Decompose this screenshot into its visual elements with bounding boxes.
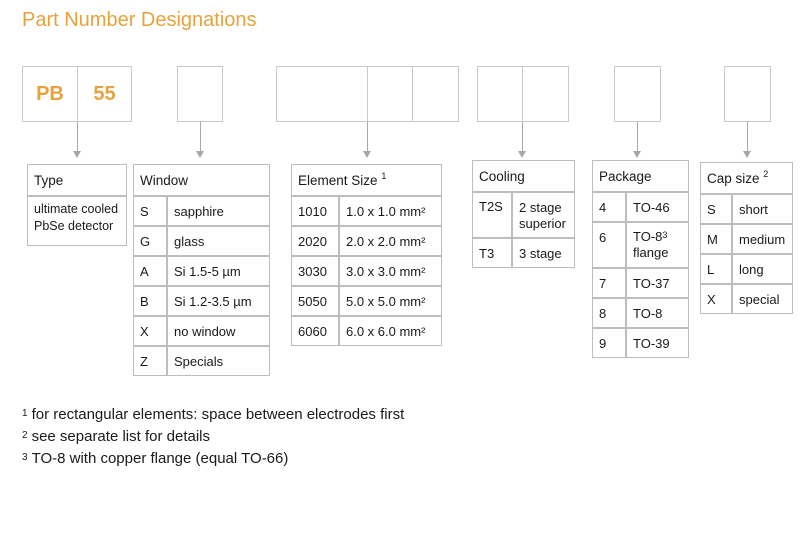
package-code: 8 xyxy=(592,298,626,328)
footnote-mark: 3 xyxy=(22,452,28,463)
table-row xyxy=(133,286,270,316)
cooling-desc: 2 stage superior xyxy=(512,192,575,238)
element-code: 1010 xyxy=(291,196,339,226)
element-code: 5050 xyxy=(291,286,339,316)
footnote-text: see separate list for details xyxy=(31,428,210,445)
table-row xyxy=(700,224,793,254)
package-desc-extra: flange xyxy=(633,245,669,260)
footnotes xyxy=(22,404,404,470)
page-title: Part Number Designations xyxy=(22,9,257,31)
element-code: 2020 xyxy=(291,226,339,256)
element-header-label: Element Size xyxy=(298,172,378,188)
cooling-slot-box-1 xyxy=(477,66,523,122)
element-size-table xyxy=(291,164,442,346)
element-code: 3030 xyxy=(291,256,339,286)
element-desc: 5.0 x 5.0 mm² xyxy=(339,286,442,316)
cap-header-label: Cap size xyxy=(707,170,760,186)
element-desc: 6.0 x 6.0 mm² xyxy=(339,316,442,346)
package-desc xyxy=(626,222,689,268)
element-code: 6060 xyxy=(291,316,339,346)
cooling-code: T3 xyxy=(472,238,512,268)
table-row xyxy=(291,226,442,256)
cooling-desc: 3 stage xyxy=(512,238,575,268)
window-desc: sapphire xyxy=(167,196,270,226)
cooling-header: Cooling xyxy=(472,160,575,192)
table-row xyxy=(291,286,442,316)
prefix-55-box: 55 xyxy=(77,66,132,122)
package-desc: TO-37 xyxy=(626,268,689,298)
element-desc: 1.0 x 1.0 mm² xyxy=(339,196,442,226)
table-row xyxy=(592,268,689,298)
table-row xyxy=(592,298,689,328)
package-code: 6 xyxy=(592,222,626,268)
package-code: 9 xyxy=(592,328,626,358)
cooling-table xyxy=(472,160,575,268)
window-desc: Si 1.2-3.5 µm xyxy=(167,286,270,316)
type-description: ultimate cooled PbSe detector xyxy=(27,196,127,246)
table-row xyxy=(700,194,793,224)
table-row xyxy=(133,346,270,376)
package-desc: TO-39 xyxy=(626,328,689,358)
footnote-text: for rectangular elements: space between electrodes first xyxy=(31,406,405,423)
table-row xyxy=(133,316,270,346)
element-slot-box-2 xyxy=(367,66,413,122)
table-row xyxy=(472,192,575,238)
window-table xyxy=(133,164,270,376)
prefix-pb-box: PB xyxy=(22,66,78,122)
footnote-1 xyxy=(22,404,404,426)
type-table xyxy=(27,164,127,246)
table-row xyxy=(700,254,793,284)
table-row xyxy=(592,222,689,268)
type-header: Type xyxy=(27,164,127,196)
package-desc: TO-46 xyxy=(626,192,689,222)
window-code: S xyxy=(133,196,167,226)
package-desc-sup: 3 xyxy=(662,230,668,240)
window-desc: glass xyxy=(167,226,270,256)
window-code: G xyxy=(133,226,167,256)
cooling-code: T2S xyxy=(472,192,512,238)
element-header xyxy=(291,164,442,196)
footnote-text: TO-8 with copper flange (equal TO-66) xyxy=(31,450,289,467)
cap-header xyxy=(700,162,793,194)
window-desc: Si 1.5-5 µm xyxy=(167,256,270,286)
package-slot-box xyxy=(614,66,661,122)
cap-slot-box xyxy=(724,66,771,122)
table-row xyxy=(291,196,442,226)
cap-code: X xyxy=(700,284,732,314)
package-header: Package xyxy=(592,160,689,192)
table-row xyxy=(133,256,270,286)
cap-desc: special xyxy=(732,284,793,314)
cap-code: L xyxy=(700,254,732,284)
window-code: X xyxy=(133,316,167,346)
cap-desc: medium xyxy=(732,224,793,254)
table-row xyxy=(592,328,689,358)
footnote-3 xyxy=(22,448,404,470)
table-row xyxy=(472,238,575,268)
package-desc: TO-8 xyxy=(626,298,689,328)
table-row xyxy=(291,316,442,346)
window-code: A xyxy=(133,256,167,286)
window-slot-box xyxy=(177,66,223,122)
element-desc: 3.0 x 3.0 mm² xyxy=(339,256,442,286)
element-header-sup: 1 xyxy=(381,170,387,181)
package-desc-main: TO-8 xyxy=(633,229,663,244)
cap-size-table xyxy=(700,162,793,314)
window-code: Z xyxy=(133,346,167,376)
cap-desc: long xyxy=(732,254,793,284)
cap-code: M xyxy=(700,224,732,254)
table-row xyxy=(592,192,689,222)
element-desc: 2.0 x 2.0 mm² xyxy=(339,226,442,256)
table-row xyxy=(700,284,793,314)
element-slot-box-1 xyxy=(276,66,368,122)
window-header: Window xyxy=(133,164,270,196)
element-slot-box-3 xyxy=(412,66,459,122)
package-code: 7 xyxy=(592,268,626,298)
window-desc: Specials xyxy=(167,346,270,376)
package-table xyxy=(592,160,689,358)
table-row xyxy=(291,256,442,286)
footnote-mark: 2 xyxy=(22,430,28,441)
footnote-2 xyxy=(22,426,404,448)
table-row xyxy=(133,226,270,256)
footnote-mark: 1 xyxy=(22,408,28,419)
table-row xyxy=(133,196,270,226)
cooling-slot-box-2 xyxy=(522,66,569,122)
window-code: B xyxy=(133,286,167,316)
cap-desc: short xyxy=(732,194,793,224)
package-code: 4 xyxy=(592,192,626,222)
cap-code: S xyxy=(700,194,732,224)
window-desc: no window xyxy=(167,316,270,346)
cap-header-sup: 2 xyxy=(763,168,769,179)
